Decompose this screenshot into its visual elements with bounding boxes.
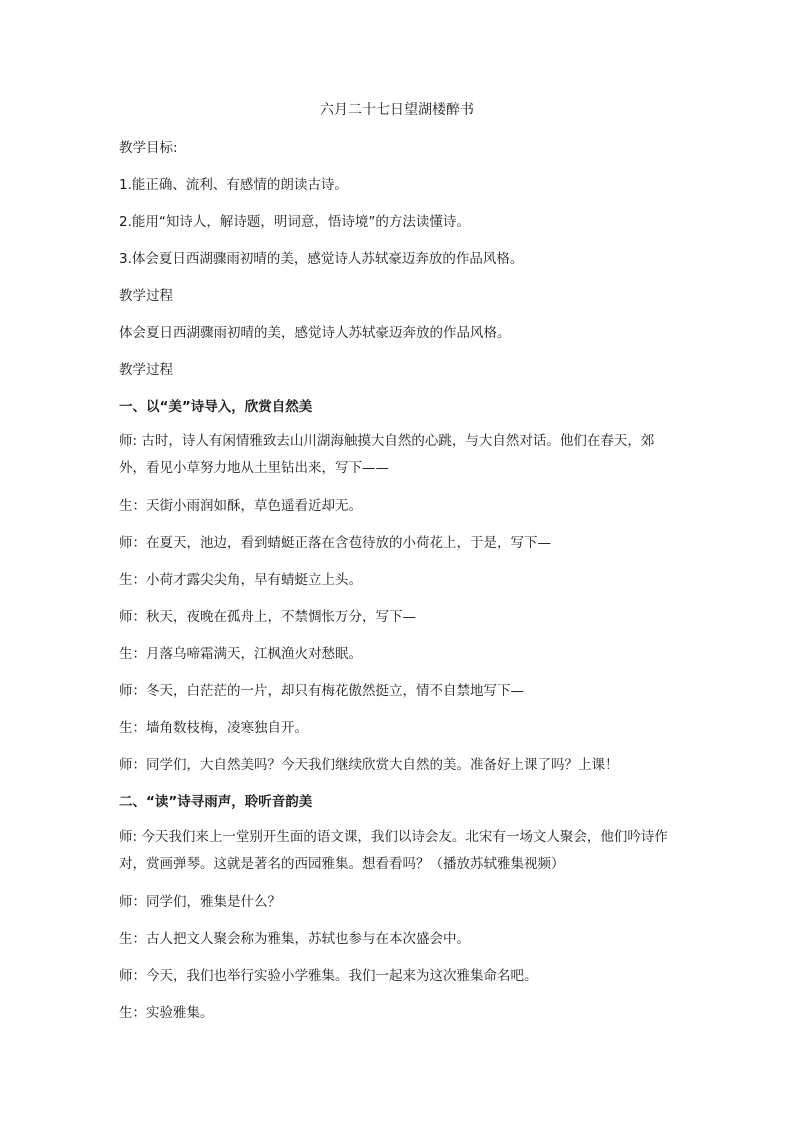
section-heading-process: 教学过程	[119, 362, 173, 378]
objective-item-3: 3.体会夏日西湖骤雨初晴的美，感觉诗人苏轼豪迈奔放的作品风格。	[119, 251, 524, 267]
dialogue-paragraph: 生：墙角数枝梅，凌寒独自开。	[119, 720, 308, 736]
dialogue-paragraph: 师：在夏天，池边，看到蜻蜓正落在含苞待放的小荷花上，于是，写下—	[119, 535, 551, 551]
dialogue-paragraph: 师: 今天我们来上一堂别开生面的语文课，我们以诗会友。北宋有一场文人聚会，他们吟诗作对，赏画弹琴。这就是著名的西园雅集。想看看吗？（播放苏轼雅集视频）	[119, 829, 668, 872]
dialogue-paragraph: 师：秋天，夜晚在孤舟上，不禁惆怅万分，写下—	[119, 609, 416, 625]
section-heading-objectives: 教学目标:	[119, 140, 178, 156]
section-heading-process: 教学过程	[119, 288, 173, 304]
dialogue-paragraph: 生：天街小雨润如酥，草色遥看近却无。	[119, 498, 362, 514]
dialogue-paragraph: 师：同学们，雅集是什么？	[119, 894, 281, 910]
dialogue-paragraph: 生：月落乌啼霜满天，江枫渔火对愁眠。	[119, 646, 362, 662]
document-title: 六月二十七日望湖楼醉书	[320, 102, 474, 118]
objective-item-1: 1.能正确、流利、有感情的朗读古诗。	[119, 177, 348, 193]
dialogue-paragraph: 生：实验雅集。	[119, 1005, 214, 1021]
dialogue-paragraph: 师：今天，我们也举行实验小学雅集。我们一起来为这次雅集命名吧。	[119, 968, 538, 984]
dialogue-paragraph: 师: 古时，诗人有闲情雅致去山川湖海触摸大自然的心跳，与大自然对话。他们在春天，郊外，看见小草努力地从土里钻出来，写下——	[119, 433, 655, 476]
dialogue-paragraph: 师：同学们，大自然美吗？今天我们继续欣赏大自然的美。准备好上课了吗？上课！	[119, 757, 619, 773]
dialogue-paragraph: 生：古人把文人聚会称为雅集，苏轼也参与在本次盛会中。	[119, 931, 470, 947]
dialogue-paragraph: 师：冬天，白茫茫的一片，却只有梅花傲然挺立，情不自禁地写下—	[119, 683, 524, 699]
dialogue-paragraph: 生：小荷才露尖尖角，早有蜻蜓立上头。	[119, 572, 362, 588]
paragraph: 体会夏日西湖骤雨初晴的美，感觉诗人苏轼豪迈奔放的作品风格。	[119, 325, 511, 341]
objective-item-2: 2.能用“知诗人，解诗题，明词意，悟诗境”的方法读懂诗。	[119, 214, 470, 230]
subsection-heading-2: 二、“读”诗寻雨声，聆听音韵美	[119, 794, 313, 810]
subsection-heading-1: 一、以“美”诗导入，欣赏自然美	[119, 399, 313, 415]
